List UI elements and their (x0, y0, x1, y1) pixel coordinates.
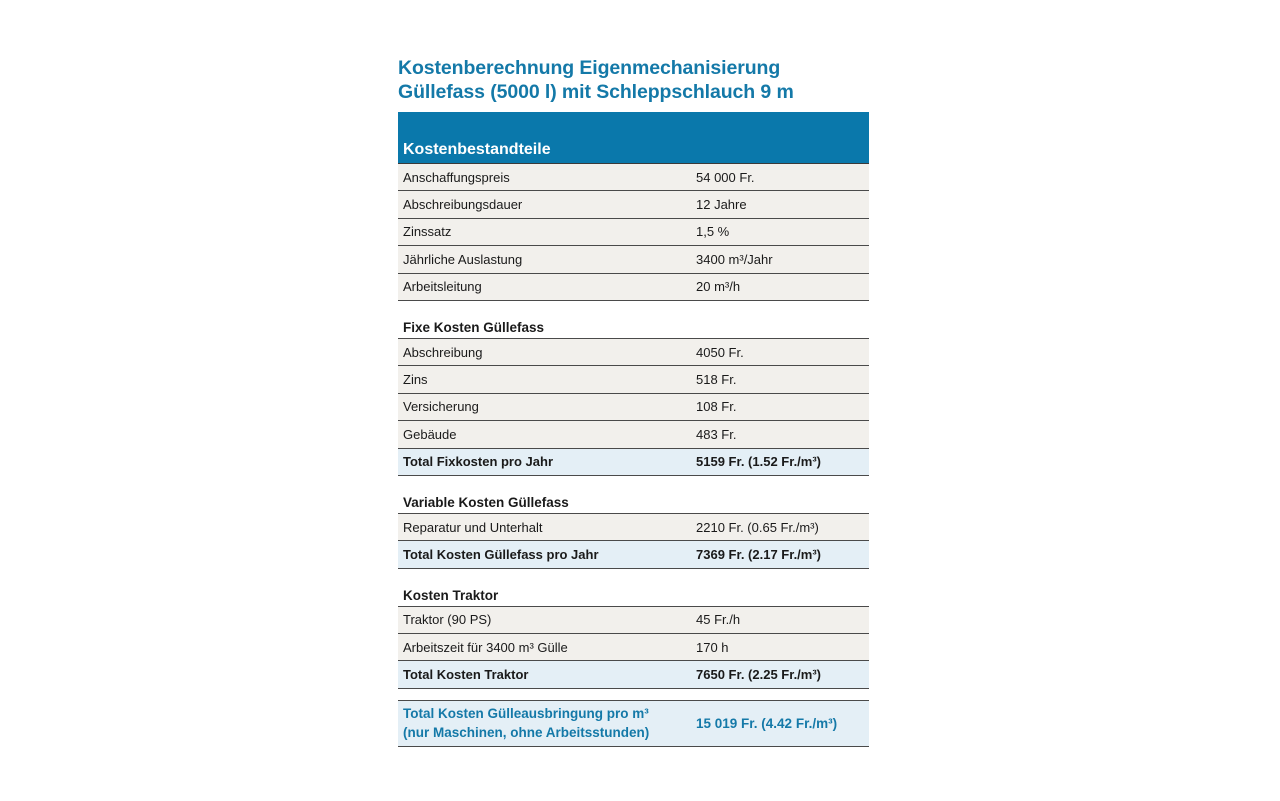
table-row (398, 634, 869, 661)
row-label: Anschaffungspreis (403, 169, 510, 185)
row-label: Traktor (90 PS) (403, 612, 492, 628)
row-label: Total Kosten Güllefass pro Jahr (403, 546, 599, 562)
table-row (398, 421, 869, 448)
section-heading-tractor: Kosten Traktor (398, 569, 869, 607)
row-label: Reparatur und Unterhalt (403, 519, 543, 535)
row-value: 170 h (696, 639, 729, 655)
section-heading-fixed: Fixe Kosten Güllefass (398, 301, 869, 339)
row-value: 108 Fr. (696, 399, 737, 415)
table-row (398, 607, 869, 634)
row-label: Abschreibung (403, 344, 483, 360)
table-row (398, 394, 869, 421)
grand-total-label-line-2: (nur Maschinen, ohne Arbeitsstunden) (403, 725, 650, 741)
row-value: 12 Jahre (696, 197, 747, 213)
row-label: Arbeitszeit für 3400 m³ Gülle (403, 639, 568, 655)
title-line-1: Kostenberechnung Eigenmechanisierung (398, 57, 781, 79)
table-row (398, 191, 869, 218)
cost-table (398, 112, 869, 747)
table-row (398, 339, 869, 366)
section-heading-variable: Variable Kosten Güllefass (398, 476, 869, 514)
grand-total-label (398, 704, 696, 742)
title-line-2: Güllefass (5000 l) mit Schleppschlauch 9 m (398, 81, 794, 103)
table-row (398, 274, 869, 301)
row-label: Abschreibungsdauer (403, 197, 523, 213)
cost-document (398, 56, 869, 747)
row-value: 20 m³/h (696, 279, 741, 295)
row-label: Total Fixkosten pro Jahr (403, 454, 554, 470)
row-value: 2210 Fr. (0.65 Fr./m³) (696, 519, 819, 535)
row-value: 7650 Fr. (2.25 Fr./m³) (696, 667, 822, 683)
row-value: 3400 m³/Jahr (696, 251, 773, 267)
table-row (398, 514, 869, 541)
row-value: 54 000 Fr. (696, 169, 755, 185)
row-value: 518 Fr. (696, 372, 737, 388)
table-divider (398, 689, 869, 701)
row-label: Zinssatz (403, 224, 452, 240)
table-row (398, 164, 869, 191)
row-value: 4050 Fr. (696, 344, 744, 360)
grand-total-row (398, 701, 869, 747)
row-value: 7369 Fr. (2.17 Fr./m³) (696, 546, 822, 562)
row-value: 483 Fr. (696, 426, 737, 442)
table-row (398, 219, 869, 246)
row-value: 5159 Fr. (1.52 Fr./m³) (696, 454, 822, 470)
row-label: Gebäude (403, 426, 457, 442)
row-value: 45 Fr./h (696, 612, 741, 628)
row-label: Versicherung (403, 399, 479, 415)
row-value: 1,5 % (696, 224, 730, 240)
row-label: Jährliche Auslastung (403, 251, 523, 267)
row-label: Arbeitsleitung (403, 279, 482, 295)
total-row-tractor (398, 661, 869, 688)
row-label: Zins (403, 372, 428, 388)
row-label: Total Kosten Traktor (403, 667, 529, 683)
grand-total-value: 15 019 Fr. (4.42 Fr./m³) (696, 715, 838, 731)
table-header: Kostenbestandteile (398, 112, 869, 164)
table-row (398, 246, 869, 273)
grand-total-label-line-1: Total Kosten Gülleausbringung pro m³ (403, 706, 649, 722)
total-row-variable (398, 541, 869, 568)
document-title (398, 56, 869, 104)
table-row (398, 366, 869, 393)
total-row-fixed (398, 449, 869, 476)
